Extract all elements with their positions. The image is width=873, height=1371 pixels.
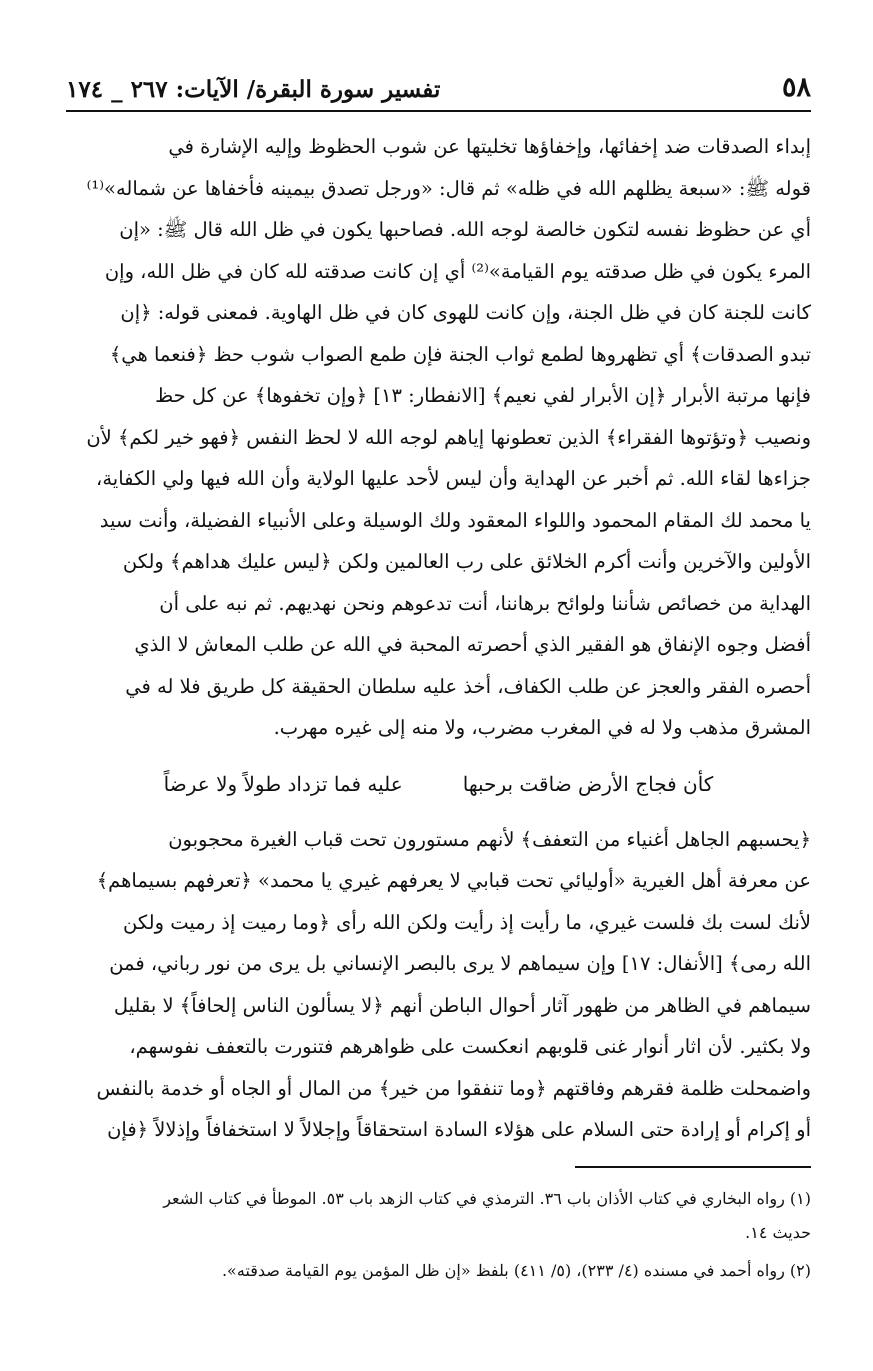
text-line: ولا بكثير. لأن اثار أنوار غنى قلوبهم انعكست على ظواهرهم فتنورت بالتعفف نفوسهم، — [129, 1035, 811, 1058]
text-line: الأولين والآخرين وأنت أكرم الخلائق على رب العالمين ولكن ﴿ليس عليك هداهم﴾ ولكن — [122, 550, 811, 573]
text-line: أحصره الفقر والعجز عن طلب الكفاف، أخذ عليه سلطان الحقيقة كل طريق فلا له في — [125, 674, 811, 698]
text-line: المرء يكون في ظل صدقته يوم القيامة»⁽²⁾ أي إن كانت صدقته لله كان في ظل الله، وإن — [104, 259, 811, 283]
header-rule — [66, 110, 811, 112]
text-line: أو إكرام أو إرادة حتى السلام على هؤلاء السادة استحقاقاً وإجلالاً لا استخفافاً وإذلالاً ﴿فإن — [107, 1118, 811, 1141]
page-header — [66, 66, 811, 112]
footnotes — [66, 1182, 811, 1288]
text-line: الله رمى﴾ [الأنفال: ١٧] وإن سيماهم لا يرى بالبصر الإنساني بل يرى من نور رباني، فمن — [109, 952, 811, 975]
text-line: أفضل وجوه الإنفاق هو الفقير الذي أحصرته المحبة في الله عن طلب المعاش لا الذي — [134, 633, 811, 656]
text-line: عن معرفة أهل الغيرية «أوليائي تحت قبابي لا يعرفهم غيري يا محمد» ﴿تعرفهم بسيماهم﴾ — [96, 869, 811, 892]
text-line: أي عن حظوظ نفسه لتكون خالصة لوجه الله. فصاحبها يكون في ظل الله قال ﷺ: «إن — [119, 218, 811, 241]
page-number: ٥٨ — [781, 72, 811, 103]
running-title: تفسير سورة البقرة/ الآيات: ٢٦٧ _ ١٧٤ — [66, 76, 441, 103]
text-line: إبداء الصدقات ضد إخفائها، وإخفاؤها تخليتها عن شوب الحظوظ وإليه الإشارة في — [168, 135, 811, 158]
text-line: الهداية من خصائص شأننا ولوائح برهاننا، أنت تدعوهم ونحن نهديهم. ثم نبه على أن — [159, 591, 811, 615]
text-line: تبدو الصدقات﴾ أي تظهروها لطمع ثواب الجنة فإن طمع الصواب شوب حظ ﴿فنعما هي﴾ — [109, 342, 811, 366]
main-text — [66, 126, 811, 1151]
poetry-verse — [66, 749, 811, 819]
verse-second-hemistich: عليه فما تزداد طولاً ولا عرضاً — [163, 771, 403, 796]
text-line: كانت للجنة كان في ظل الجنة، وإن كانت للهوى كان في ظل الهاوية. فمعنى قوله: ﴿إن — [120, 301, 811, 324]
footnote-1-continuation: حديث ١٤. — [745, 1223, 811, 1242]
text-line: لأنك لست بك فلست غيري، ما رأيت إذ رأيت ولكن الله رأى ﴿وما رميت إذ رميت ولكن — [123, 910, 811, 934]
footnote-separator — [575, 1166, 811, 1168]
text-line: ونصيب ﴿وتؤتوها الفقراء﴾ الذين تعطونها إياهم لوجه الله لا لحظ النفس ﴿فهو خير لكم﴾ لأن — [86, 425, 811, 449]
text-line: فإنها مرتبة الأبرار ﴿إن الأبرار لفي نعيم﴾ [الانفطار: ١٣] ﴿وإن تخفوها﴾ عن كل حظ — [155, 384, 811, 407]
footnote-2: (٢) رواه أحمد في مسنده (٤/ ٢٣٣)، (٥/ ٤١١) بلفظ «إن ظل المؤمن يوم القيامة صدقته». — [221, 1261, 811, 1280]
text-line: قوله ﷺ: «سبعة يظلهم الله في ظله» ثم قال: «ورجل تصدق بيمينه فأخفاها عن شماله»⁽¹⁾ — [86, 176, 811, 200]
text-line: المشرق مذهب ولا له في المغرب مضرب، ولا منه إلى غيره مهرب. — [273, 716, 811, 739]
text-line: ﴿يحسبهم الجاهل أغنياء من التعفف﴾ لأنهم مستورون تحت قباب الغيرة محجوبون — [168, 827, 811, 851]
text-line: سيماهم في الظاهر من ظهور آثار أحوال الباطن أنهم ﴿لا يسألون الناس إلحافاً﴾ لا بقليل — [113, 993, 811, 1017]
verse-first-hemistich: كأن فجاج الأرض ضاقت برحبها — [462, 771, 714, 796]
footnote-1: (١) رواه البخاري في كتاب الأذان باب ٣٦. الترمذي في كتاب الزهد باب ٥٣. الموطأ في كتاب الشعر — [163, 1189, 811, 1208]
text-line: جزاءها لقاء الله. ثم أخبر عن الهداية وأن ليس لأحد عليها الولاية وأن الله فيها ولي الكفاية، — [96, 467, 811, 490]
text-line: واضمحلت ظلمة فقرهم وفاقتهم ﴿وما تنفقوا من خير﴾ من المال أو الجاه أو خدمة بالنفس — [96, 1076, 811, 1100]
text-line: يا محمد لك المقام المحمود واللواء المعقود ولك الوسيلة وعلى الأنبياء الفضيلة، وأنت سيد — [99, 508, 811, 532]
